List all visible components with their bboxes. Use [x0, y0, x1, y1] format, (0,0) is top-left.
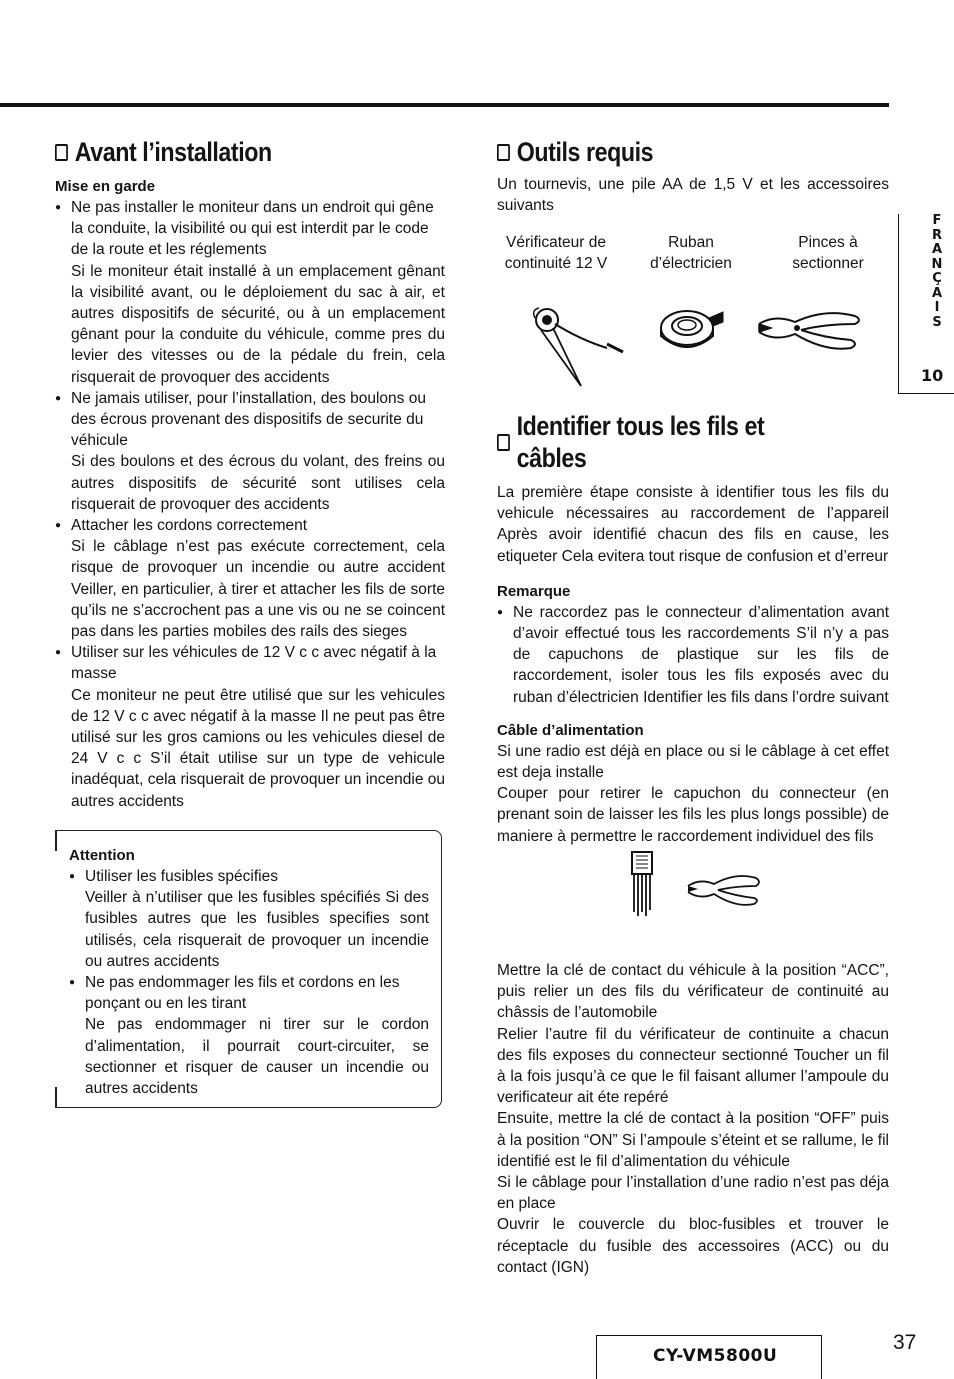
wires-body	[497, 482, 889, 847]
step-text: Relier l’autre fil du vérificateur de continuite a chacun des fils exposes du connecteur sectionné Toucher un fil à la fois jusqu’à ce que le fil faisant allumer l’ampoule du verificateur ait éte repéré	[497, 1025, 889, 1107]
tool-label: Ruban d’électricien	[650, 234, 732, 272]
side-tab-letters: F R A N Ç A I S	[931, 213, 943, 330]
warning-block	[55, 176, 445, 812]
left-column	[55, 136, 445, 812]
step-text: Ensuite, mettre la clé de contact à la position “OFF” puis à la position “ON” Si l’ampoule s’éteint et se rallume, le fil identifié est le fil d’alimentation du véhicule	[497, 1110, 889, 1170]
tools-intro: Un tournevis, une pile AA de 1,5 V et les accessoires suivants	[497, 176, 889, 215]
list-item: ● Utiliser les fusibles spécifies Veiller à n’utiliser que les fusibles spécifiés Si des fusibles autres que les fusibles specifies sont utilisés, cela risquerait de provoquer un incendie ou autres accidents	[69, 866, 429, 972]
electrical-tape-icon	[657, 304, 727, 360]
steps-block	[497, 960, 889, 1278]
power-cable-title: Câble d’alimentation	[497, 721, 644, 739]
section-heading-avant-installation: Avant l’installation	[55, 136, 390, 168]
list-item: ● Ne pas endommager les fils et cordons en les ponçant ou en les tirant Ne pas endommager ni tirer sur le cordon d’alimentation, il pourrait court-circuiter, se sectionner et risquer de causer un incendie ou autres accidents	[69, 972, 429, 1099]
list-item: ● Ne jamais utiliser, pour l’installation, des boulons ou des écrous provenant des dispositifs de securite du véhicule Si des boulons et des écrous du volant, des freins ou autres dispositifs de sécurité sont utilises cela risquerait de provoquer des accidents	[55, 388, 445, 515]
checkbox-icon	[55, 144, 68, 161]
list-item: ● Ne pas installer le moniteur dans un endroit qui gêne la conduite, la visibilité ou qui est interdit par le code de la route et les réglements Si le moniteur était installé à un emplacement gênant la visibilité avant, ou le déploiement du sac à air, et autres dispositifs de sécurité, ou à un emplacement gênant pour la conduite du véhicule, comme pres du levier des vitesses ou de la pédale du frein, cela risquerait de provoquer des accidents	[55, 197, 445, 388]
power-text-1: Si une radio est déjà en place ou si le câblage à cet effet est deja installe	[497, 742, 889, 782]
step-text: Si le câblage pour l’installation d’une radio n’est pas déja en place	[497, 1174, 889, 1213]
section-heading-identifier: Identifier tous les fils et câbles	[497, 410, 834, 474]
section-heading-outils-requis: Outils requis	[497, 136, 834, 168]
page-number: 37	[893, 1331, 917, 1354]
right-column	[497, 136, 889, 216]
checkbox-icon	[497, 434, 510, 451]
wires-section	[497, 410, 889, 847]
remark-list	[497, 602, 889, 708]
language-side-tab	[898, 214, 954, 394]
wire-cutter-icon	[755, 306, 865, 358]
list-item: ● Utiliser sur les véhicules de 12 V c c avec négatif à la masse Ce moniteur ne peut être utilisé que sur les vehicules de 12 V c c avec négatif à la masse Il ne peut pas être utilisé sur les gros camions ou les vehicules diesel de 24 V c c S’il était utilise sur un type de vehicule inadéquat, cela risquerait de provoquer un incendie ou autres accidents	[55, 642, 445, 812]
attention-title: Attention	[69, 847, 135, 864]
list-item: ● Attacher les cordons correctement Si le câblage n’est pas exécute correctement, cela risque de provoquer un incendie ou autre accident Veiller, en particulier, à tirer et attacher les fils de sorte qu’ils ne s’accrochent pas a une vis ou ne se coincent pas dans les parties mobiles des rails des sieges	[55, 515, 445, 642]
wire-cutter-icon	[688, 876, 759, 905]
attention-content	[69, 845, 429, 1099]
attention-box	[55, 830, 442, 1108]
warning-list	[55, 197, 445, 812]
remark-title: Remarque	[497, 582, 571, 600]
top-rule	[0, 103, 889, 107]
warning-title: Mise en garde	[55, 178, 156, 195]
tool-label: Pinces à sectionner	[792, 234, 864, 272]
model-number: CY-VM5800U	[653, 1346, 778, 1366]
connector-icon	[632, 852, 652, 916]
step-text: Mettre la clé de contact du véhicule à la position “ACC”, puis relier un des fils du vérificateur de continuité au châssis de l’automobile	[497, 962, 889, 1022]
checkbox-icon	[497, 144, 510, 161]
connector-cutter-figure	[628, 850, 763, 922]
step-text: Ouvrir le couvercle du bloc-fusibles et trouver le réceptacle du fusible des accessoires (ACC) ou du contact (IGN)	[497, 1216, 889, 1276]
wires-intro: La première étape consiste à identifier tous les fils du vehicule nécessaires au raccordement de l’appareil Après avoir identifié chacun des fils en cause, les etiqueter Cela evitera tout risque de confusion et d’erreur	[497, 484, 889, 565]
power-text-2: Couper pour retirer le capuchon du connecteur (en prenant soin de laisser les fils les plus longs possible) de maniere à permettre le raccordement individuel des fils	[497, 785, 889, 845]
list-item: ● Ne raccordez pas le connecteur d’alimentation avant d’avoir effectué tous les raccordements S’il n’y a pas de capuchons de plastique sur les fils de raccordement, isoler tous les fils exposés avec du ruban d’électricien Identifier les fils dans l’ordre suivant	[497, 602, 889, 708]
tools-figure	[497, 232, 889, 392]
side-tab-number: 10	[921, 366, 944, 385]
footer-model-box	[596, 1335, 822, 1379]
tool-label: Vérificateur de continuité 12 V	[504, 234, 608, 272]
attention-list	[69, 866, 429, 1099]
continuity-tester-icon	[521, 300, 631, 390]
